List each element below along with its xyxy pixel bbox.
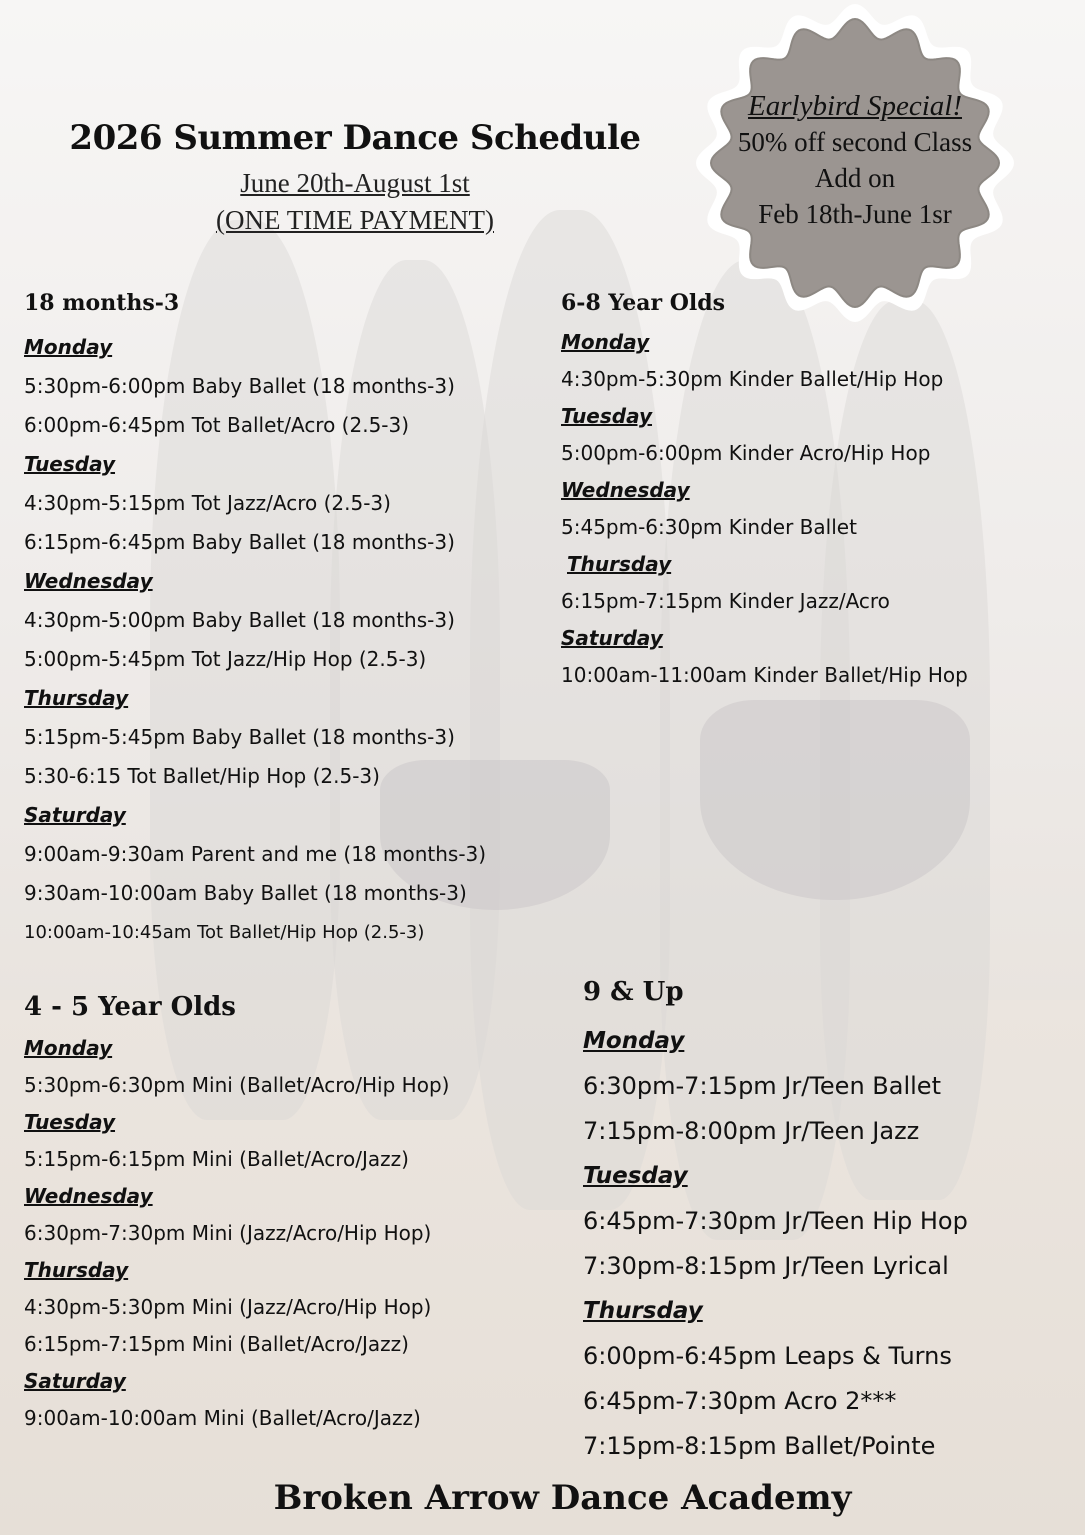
day-heading: Thursday: [24, 1258, 129, 1282]
day-heading: Tuesday: [24, 1110, 116, 1134]
class-listing: 9:00am-9:30am Parent and me (18 months-3): [24, 842, 487, 866]
schedule-section-4-5-year-olds: [24, 990, 544, 1437]
class-listing: 5:15pm-5:45pm Baby Ballet (18 months-3): [24, 725, 455, 749]
badge-line: Feb 18th-June 1sr: [758, 199, 952, 229]
badge-line: Add on: [814, 163, 896, 193]
class-listing: 9:00am-10:00am Mini (Ballet/Acro/Jazz): [24, 1406, 421, 1430]
earlybird-badge: [695, 0, 1025, 330]
class-listing: 5:30-6:15 Tot Ballet/Hip Hop (2.5-3): [24, 764, 380, 788]
class-listing: 6:30pm-7:30pm Mini (Jazz/Acro/Hip Hop): [24, 1221, 432, 1245]
section-title: 18 months-3: [24, 290, 180, 316]
page-title: 2026 Summer Dance Schedule: [69, 118, 641, 158]
class-listing: 4:30pm-5:00pm Baby Ballet (18 months-3): [24, 608, 455, 632]
day-heading: Thursday: [583, 1298, 703, 1324]
section-title: 6-8 Year Olds: [561, 290, 725, 316]
payment-note: (ONE TIME PAYMENT): [215, 205, 494, 235]
class-listing: 5:00pm-5:45pm Tot Jazz/Hip Hop (2.5-3): [24, 647, 427, 671]
day-heading: Thursday: [567, 552, 672, 576]
class-listing: 4:30pm-5:30pm Kinder Ballet/Hip Hop: [561, 367, 944, 391]
class-listing: 6:15pm-7:15pm Kinder Jazz/Acro: [561, 589, 890, 613]
day-heading: Saturday: [24, 1369, 126, 1393]
class-listing: 5:00pm-6:00pm Kinder Acro/Hip Hop: [561, 441, 931, 465]
class-listing: 6:30pm-7:15pm Jr/Teen Ballet: [583, 1072, 941, 1100]
class-listing: 7:15pm-8:15pm Ballet/Pointe: [583, 1432, 936, 1460]
day-heading: Tuesday: [561, 404, 653, 428]
class-listing: 4:30pm-5:15pm Tot Jazz/Acro (2.5-3): [24, 491, 391, 515]
class-listing: 6:00pm-6:45pm Leaps & Turns: [583, 1342, 952, 1370]
day-heading: Tuesday: [583, 1163, 688, 1189]
class-listing: 5:30pm-6:30pm Mini (Ballet/Acro/Hip Hop): [24, 1073, 450, 1097]
class-listing: 10:00am-11:00am Kinder Ballet/Hip Hop: [561, 663, 968, 687]
studio-name-footer: Broken Arrow Dance Academy: [273, 1478, 852, 1518]
class-listing: 6:45pm-7:30pm Acro 2***: [583, 1387, 897, 1415]
session-dates: June 20th-August 1st: [240, 168, 470, 198]
day-heading: Wednesday: [24, 1184, 153, 1208]
class-listing: 6:00pm-6:45pm Tot Ballet/Acro (2.5-3): [24, 413, 410, 437]
day-heading: Wednesday: [561, 478, 690, 502]
badge-headline: Earlybird Special!: [748, 90, 962, 122]
section-title: 9 & Up: [583, 977, 684, 1007]
class-listing: 9:30am-10:00am Baby Ballet (18 months-3): [24, 881, 467, 905]
day-heading: Thursday: [24, 686, 129, 710]
class-listing: 5:30pm-6:00pm Baby Ballet (18 months-3): [24, 374, 455, 398]
class-listing: 7:30pm-8:15pm Jr/Teen Lyrical: [583, 1252, 949, 1280]
class-listing: 6:15pm-7:15pm Mini (Ballet/Acro/Jazz): [24, 1332, 409, 1356]
day-heading: Saturday: [561, 626, 663, 650]
section-title: 4 - 5 Year Olds: [24, 992, 236, 1022]
day-heading: Monday: [24, 335, 113, 359]
day-heading: Wednesday: [24, 569, 153, 593]
schedule-section-9-and-up: [583, 975, 1063, 1469]
day-heading: Monday: [583, 1028, 685, 1054]
class-listing: 10:00am-10:45am Tot Ballet/Hip Hop (2.5-3): [24, 922, 425, 943]
schedule-section-6-8-year-olds: [561, 288, 1061, 694]
class-listing: 7:15pm-8:00pm Jr/Teen Jazz: [583, 1117, 920, 1145]
day-heading: Tuesday: [24, 452, 116, 476]
class-listing: 6:45pm-7:30pm Jr/Teen Hip Hop: [583, 1207, 968, 1235]
class-listing: 6:15pm-6:45pm Baby Ballet (18 months-3): [24, 530, 455, 554]
badge-line: 50% off second Class: [737, 127, 973, 157]
class-listing: 4:30pm-5:30pm Mini (Jazz/Acro/Hip Hop): [24, 1295, 432, 1319]
day-heading: Monday: [561, 330, 650, 354]
class-listing: 5:45pm-6:30pm Kinder Ballet: [561, 515, 857, 539]
day-heading: Monday: [24, 1036, 113, 1060]
schedule-section-18-months-3: [24, 288, 544, 952]
day-heading: Saturday: [24, 803, 126, 827]
class-listing: 5:15pm-6:15pm Mini (Ballet/Acro/Jazz): [24, 1147, 409, 1171]
